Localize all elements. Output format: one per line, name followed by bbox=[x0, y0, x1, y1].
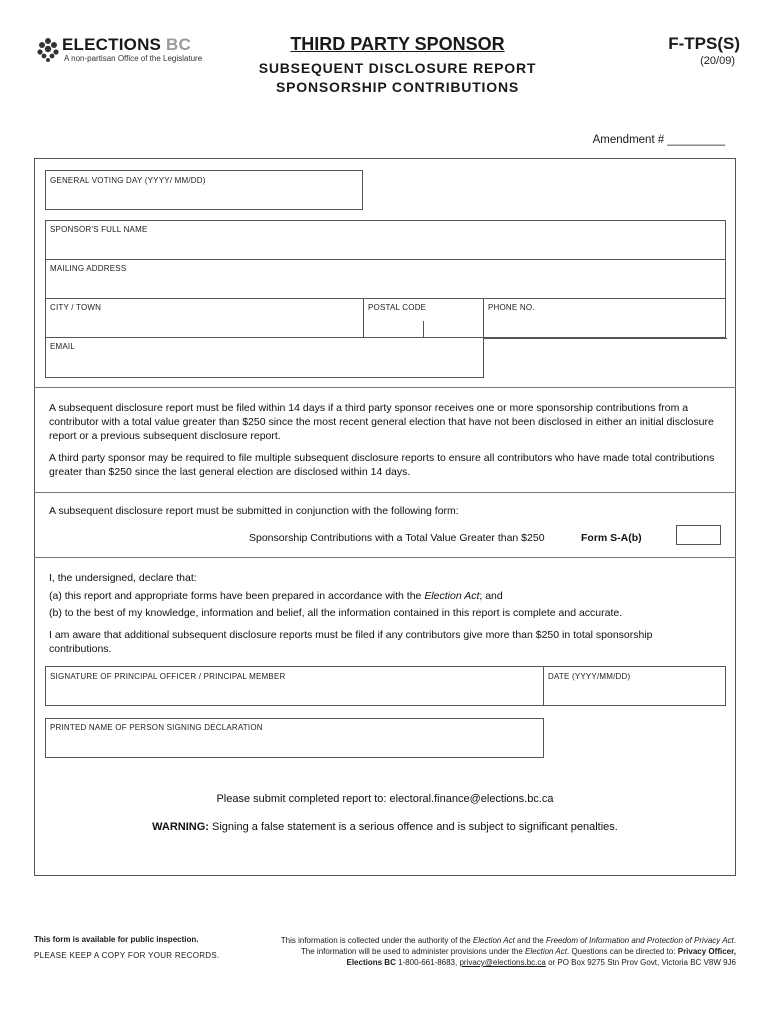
form-version: (20/09) bbox=[700, 55, 735, 67]
city-town-field[interactable]: CITY / TOWN bbox=[50, 303, 102, 312]
declaration-aware: I am aware that additional subsequent disclosure reports must be filed if any contributors give more than $250 in total sponsorship contributions. bbox=[49, 629, 653, 655]
form-subtitle-1: SUBSEQUENT DISCLOSURE REPORT bbox=[258, 60, 537, 76]
declaration-a-suffix: ; and bbox=[479, 590, 503, 602]
warning-text bbox=[34, 820, 736, 834]
privacy-address: or PO Box 9275 Stn Prov Govt, Victoria BC V8W 9J6 bbox=[545, 958, 736, 967]
divider bbox=[45, 259, 726, 260]
privacy-officer: Privacy Officer, bbox=[677, 947, 736, 956]
conjunction-item-label: Sponsorship Contributions with a Total Value Greater than $250 bbox=[249, 532, 545, 544]
election-act-italic: Election Act bbox=[424, 590, 480, 602]
logo-elections: ELECTIONS bbox=[62, 35, 162, 54]
privacy-line-3 bbox=[230, 957, 736, 968]
privacy-line-1 bbox=[230, 935, 736, 946]
privacy-phone: 1-800-661-8683, bbox=[395, 958, 460, 967]
section-separator bbox=[34, 492, 736, 493]
privacy-act-name: Election Act bbox=[472, 936, 515, 945]
email-row-blank bbox=[484, 338, 727, 380]
section-separator bbox=[34, 387, 736, 388]
warning-label: WARNING: bbox=[152, 821, 209, 833]
privacy-text: and the bbox=[514, 936, 546, 945]
form-subtitle-2: SPONSORSHIP CONTRIBUTIONS bbox=[276, 79, 519, 95]
declaration-b: (b) to the best of my knowledge, information and belief, all the information contained in this report is complete and accurate. bbox=[49, 607, 623, 619]
elections-bc-logo-icon bbox=[34, 35, 62, 63]
privacy-line-2 bbox=[230, 946, 736, 957]
general-voting-day-label: GENERAL VOTING DAY (YYYY/ MM/DD) bbox=[50, 176, 206, 185]
logo-bc: BC bbox=[166, 35, 191, 54]
privacy-act-name: Election Act bbox=[525, 947, 567, 956]
postal-code-divider bbox=[423, 321, 424, 337]
submit-instructions: Please submit completed report to: electoral.finance@elections.bc.ca bbox=[216, 793, 554, 805]
elections-bc-name: Elections BC bbox=[346, 958, 396, 967]
divider bbox=[543, 666, 544, 706]
form-s-a-b-checkbox[interactable] bbox=[676, 525, 721, 545]
mailing-address-field[interactable]: MAILING ADDRESS bbox=[50, 264, 127, 273]
public-inspection-note: This form is available for public inspection. bbox=[34, 935, 199, 944]
privacy-text: . bbox=[733, 936, 736, 945]
date-field[interactable]: DATE (YYYY/MM/DD) bbox=[548, 672, 631, 681]
privacy-text: . Questions can be directed to: bbox=[567, 947, 678, 956]
privacy-text: This information is collected under the authority of the bbox=[280, 936, 473, 945]
divider bbox=[363, 298, 364, 337]
logo bbox=[34, 35, 224, 65]
divider bbox=[45, 298, 726, 299]
phone-field[interactable]: PHONE NO. bbox=[488, 303, 535, 312]
conjunction-item-form: Form S-A(b) bbox=[581, 532, 642, 544]
email-field[interactable]: EMAIL bbox=[50, 342, 76, 351]
declaration-a-prefix: (a) this report and appropriate forms have been prepared in accordance with the bbox=[49, 590, 425, 602]
declaration-intro: I, the undersigned, declare that: bbox=[49, 572, 197, 584]
info-paragraph-1: A subsequent disclosure report must be filed within 14 days if a third party sponsor receives one or more sponsorship contributions from a contributor with a total value greater than $250 since the most recent general election that have not been disclosed in either an initial disclosure report or a previous subsequent disclosure report. bbox=[49, 402, 714, 442]
keep-copy-note: PLEASE KEEP A COPY FOR YOUR RECORDS. bbox=[34, 951, 220, 960]
form-title: THIRD PARTY SPONSOR bbox=[290, 34, 505, 54]
section-separator bbox=[34, 557, 736, 558]
amendment-field[interactable]: Amendment # _________ bbox=[592, 134, 725, 146]
warning-body: Signing a false statement is a serious offence and is subject to significant penalties. bbox=[208, 821, 618, 833]
privacy-notice bbox=[230, 935, 736, 968]
printed-name-label: PRINTED NAME OF PERSON SIGNING DECLARATION bbox=[50, 723, 263, 732]
postal-code-field[interactable]: POSTAL CODE bbox=[368, 303, 427, 312]
form-code: F-TPS(S) bbox=[668, 34, 740, 53]
declaration-a bbox=[49, 589, 724, 603]
logo-tagline: A non-partisan Office of the Legislature bbox=[64, 54, 203, 63]
privacy-text: The information will be used to administer provisions under the bbox=[300, 947, 526, 956]
privacy-email-link[interactable]: privacy@elections.bc.ca bbox=[459, 958, 546, 967]
sponsor-name-field[interactable]: SPONSOR'S FULL NAME bbox=[50, 225, 148, 234]
conjunction-intro: A subsequent disclosure report must be submitted in conjunction with the following form: bbox=[49, 505, 459, 517]
privacy-act-name: Freedom of Information and Protection of Privacy Act bbox=[545, 936, 734, 945]
signature-field[interactable]: SIGNATURE OF PRINCIPAL OFFICER / PRINCIPAL MEMBER bbox=[50, 672, 286, 681]
info-paragraph-2: A third party sponsor may be required to file multiple subsequent disclosure reports to ensure all contributors who have made total contributions greater than $250 since the last general election are disclosed within 14 days. bbox=[49, 452, 715, 478]
